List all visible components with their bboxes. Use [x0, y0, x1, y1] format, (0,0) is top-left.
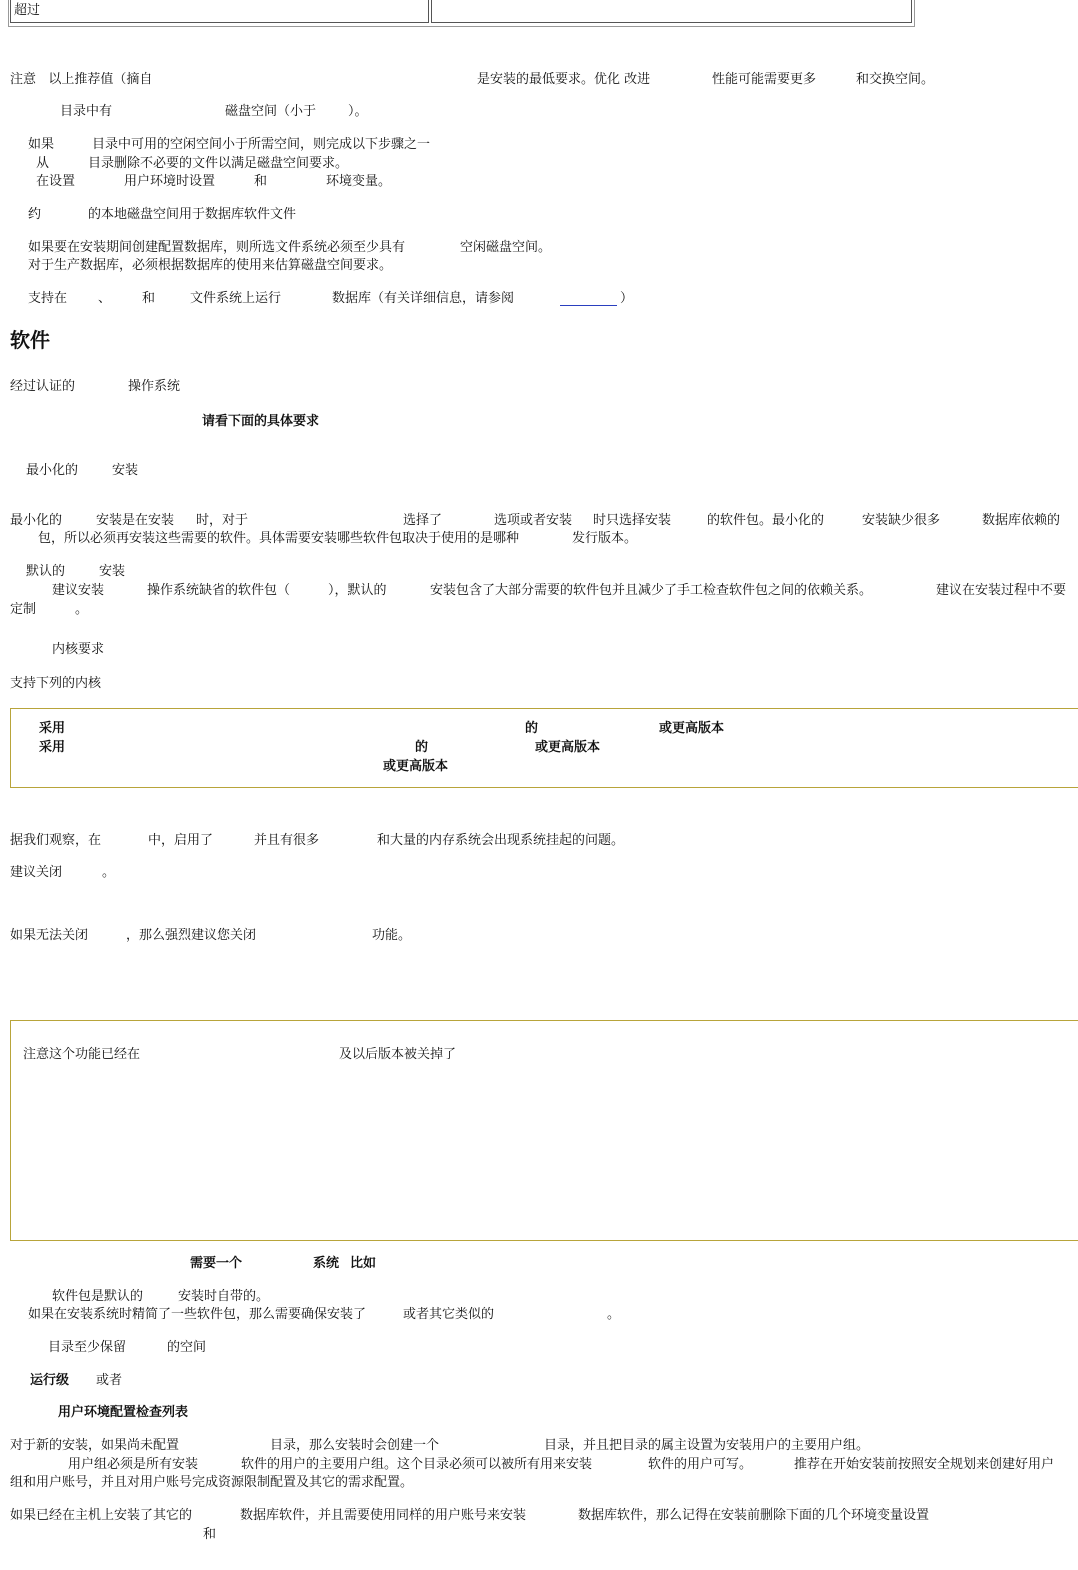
- need-a: 需要一个: [190, 1256, 243, 1271]
- env-text-a: 在设置: [36, 174, 76, 189]
- grp-d: 推荐在开始安装前按照安全规划来创建好用户: [794, 1457, 1055, 1472]
- fs-text-a: 支持在: [28, 291, 68, 306]
- para1-h: 安装缺少很多: [862, 513, 941, 528]
- para1-d: 选择了: [403, 513, 443, 528]
- os-text-a: 经过认证的: [10, 379, 76, 394]
- kernel-2-a: 采用: [39, 740, 66, 755]
- grp-c: 软件的用户可写。: [648, 1457, 753, 1472]
- fs-text-c: 和: [142, 291, 156, 306]
- grp-a: 用户组必须是所有安装: [68, 1457, 199, 1472]
- min-heading-b: 安装: [112, 463, 139, 478]
- from-text-a: 从: [36, 156, 50, 171]
- env-text-b: 用户环境时设置: [124, 174, 216, 189]
- def2-d: 安装包含了大部分需要的软件包并且减少了手工检查软件包之间的依赖关系。: [430, 583, 873, 598]
- checklist-heading: 用户环境配置检查列表: [58, 1405, 189, 1420]
- note-a: 注意这个功能已经在: [23, 1047, 141, 1062]
- kernel-intro: 支持下列的内核: [10, 676, 102, 691]
- para1-j: 包，所以必须再安装这些需要的软件。具体需要安装哪些软件包取决于使用的是哪种: [38, 531, 520, 546]
- cant-c: 功能。: [372, 928, 412, 943]
- kernel-box: [10, 708, 1078, 788]
- cant-a: 如果无法关闭: [10, 928, 89, 943]
- env-text-c: 和: [254, 174, 268, 189]
- pkg-a: 软件包是默认的: [52, 1289, 144, 1304]
- note-box: [10, 1020, 1078, 1241]
- def2-e: 建议在安装过程中不要: [936, 583, 1067, 598]
- os-text-b: 操作系统: [128, 379, 181, 394]
- min-heading-a: 最小化的: [26, 463, 79, 478]
- trim-c: 。: [607, 1307, 621, 1322]
- para1-g: 的软件包。最小化的: [707, 513, 825, 528]
- kernel-3: 或更高版本: [383, 759, 449, 774]
- rec-a: 建议关闭: [10, 865, 63, 880]
- table-outer: [8, 0, 915, 27]
- need-c: 比如: [350, 1256, 377, 1271]
- disk-note-3: 性能可能需要更多: [712, 72, 817, 87]
- obs-a: 据我们观察，在: [10, 833, 102, 848]
- from-text-b: 目录删除不必要的文件以满足磁盘空间要求。: [88, 156, 349, 171]
- trim-b: 或者其它类似的: [403, 1307, 495, 1322]
- obs-b: 中，启用了: [148, 833, 214, 848]
- fs-text-d: 文件系统上运行: [190, 291, 282, 306]
- tmp-text-a: 目录中有: [60, 104, 113, 119]
- def2-c: ），默认的: [328, 583, 387, 598]
- kernel-1-c: 或更高版本: [659, 721, 725, 736]
- prev-b: 数据库软件，并且需要使用同样的用户账号来安装: [240, 1508, 527, 1523]
- disk-note-2: 是安装的最低要求。优化 改进: [477, 72, 651, 87]
- if-text-b: 目录中可用的空闲空间小于所需空间，则完成以下步骤之一: [92, 137, 431, 152]
- note-b: 及以后版本被关掉了: [339, 1047, 457, 1062]
- disk-note: 注意 以上推荐值（摘自: [10, 72, 153, 87]
- trim-a: 如果在安装系统时精简了一些软件包，那么需要确保安装了: [28, 1307, 367, 1322]
- table-row-label: 超过: [14, 3, 41, 18]
- kernel-heading: 内核要求: [52, 642, 105, 657]
- env-text-d: 环境变量。: [326, 174, 392, 189]
- see-below-text: 请看下面的具体要求: [202, 414, 320, 429]
- create-text-a: 如果要在安装期间创建配置数据库，则所选文件系统必须至少具有: [28, 240, 406, 255]
- dir-a: 目录至少保留: [48, 1340, 127, 1355]
- grp2: 组和用户账号，并且对用户账号完成资源限制配置及其它的需求配置。: [10, 1475, 414, 1490]
- obs-d: 和大量的内存系统会出现系统挂起的问题。: [377, 833, 625, 848]
- prev-c: 数据库软件，那么记得在安装前删除下面的几个环境变量设置: [578, 1508, 930, 1523]
- para1-b: 安装是在安装: [96, 513, 175, 528]
- new-a: 对于新的安装，如果尚未配置: [10, 1438, 180, 1453]
- kernel-1-a: 采用: [39, 721, 66, 736]
- rec-b: 。: [102, 865, 116, 880]
- dir-b: 的空间: [167, 1340, 207, 1355]
- reference-link[interactable]: [560, 305, 617, 306]
- para1-e: 选项或者安装: [494, 513, 573, 528]
- approx-text-a: 约: [28, 207, 42, 222]
- cant-b: ，那么强烈建议您关闭: [126, 928, 257, 943]
- run-b: 或者: [96, 1373, 123, 1388]
- default-heading-a: 默认的: [26, 564, 66, 579]
- def3-a: 定制: [10, 602, 37, 617]
- section-heading-software: 软件: [10, 328, 50, 352]
- prod-text: 对于生产数据库，必须根据数据库的使用来估算磁盘空间要求。: [28, 258, 393, 273]
- tmp-text-b: 磁盘空间（小于: [225, 104, 317, 119]
- def2-a: 建议安装: [52, 583, 105, 598]
- def2-b: 操作系统缺省的软件包（: [147, 583, 291, 598]
- need-b: 系统: [313, 1256, 340, 1271]
- and-text: 和: [203, 1527, 217, 1542]
- if-text-a: 如果: [28, 137, 55, 152]
- new-c: 目录，并且把目录的属主设置为安装用户的主要用户组。: [544, 1438, 870, 1453]
- disk-note-4: 和交换空间。: [856, 72, 935, 87]
- para1-c: 时，对于: [196, 513, 249, 528]
- fs-text-e: 数据库（有关详细信息，请参阅: [332, 291, 515, 306]
- tmp-text-c: ）。: [348, 104, 368, 119]
- kernel-1-b: 的: [525, 721, 539, 736]
- approx-text-b: 的本地磁盘空间用于数据库软件文件: [88, 207, 297, 222]
- para1-i: 数据库依赖的: [982, 513, 1061, 528]
- para1-f: 时只选择安装: [593, 513, 672, 528]
- para1-k: 发行版本。: [572, 531, 638, 546]
- run-a: 运行级: [30, 1373, 70, 1388]
- fs-text-f: ）: [620, 291, 634, 306]
- default-heading-b: 安装: [99, 564, 126, 579]
- new-b: 目录，那么安装时会创建一个: [270, 1438, 440, 1453]
- grp-b: 软件的用户的主要用户组。这个目录必须可以被所有用来安装: [241, 1457, 593, 1472]
- create-text-b: 空闲磁盘空间。: [460, 240, 552, 255]
- obs-c: 并且有很多: [254, 833, 320, 848]
- fs-text-b: 、: [98, 291, 112, 306]
- pkg-b: 安装时自带的。: [178, 1289, 270, 1304]
- kernel-2-c: 或更高版本: [535, 740, 601, 755]
- kernel-2-b: 的: [415, 740, 429, 755]
- def3-b: 。: [75, 602, 89, 617]
- prev-a: 如果已经在主机上安装了其它的: [10, 1508, 193, 1523]
- para1-a: 最小化的: [10, 513, 63, 528]
